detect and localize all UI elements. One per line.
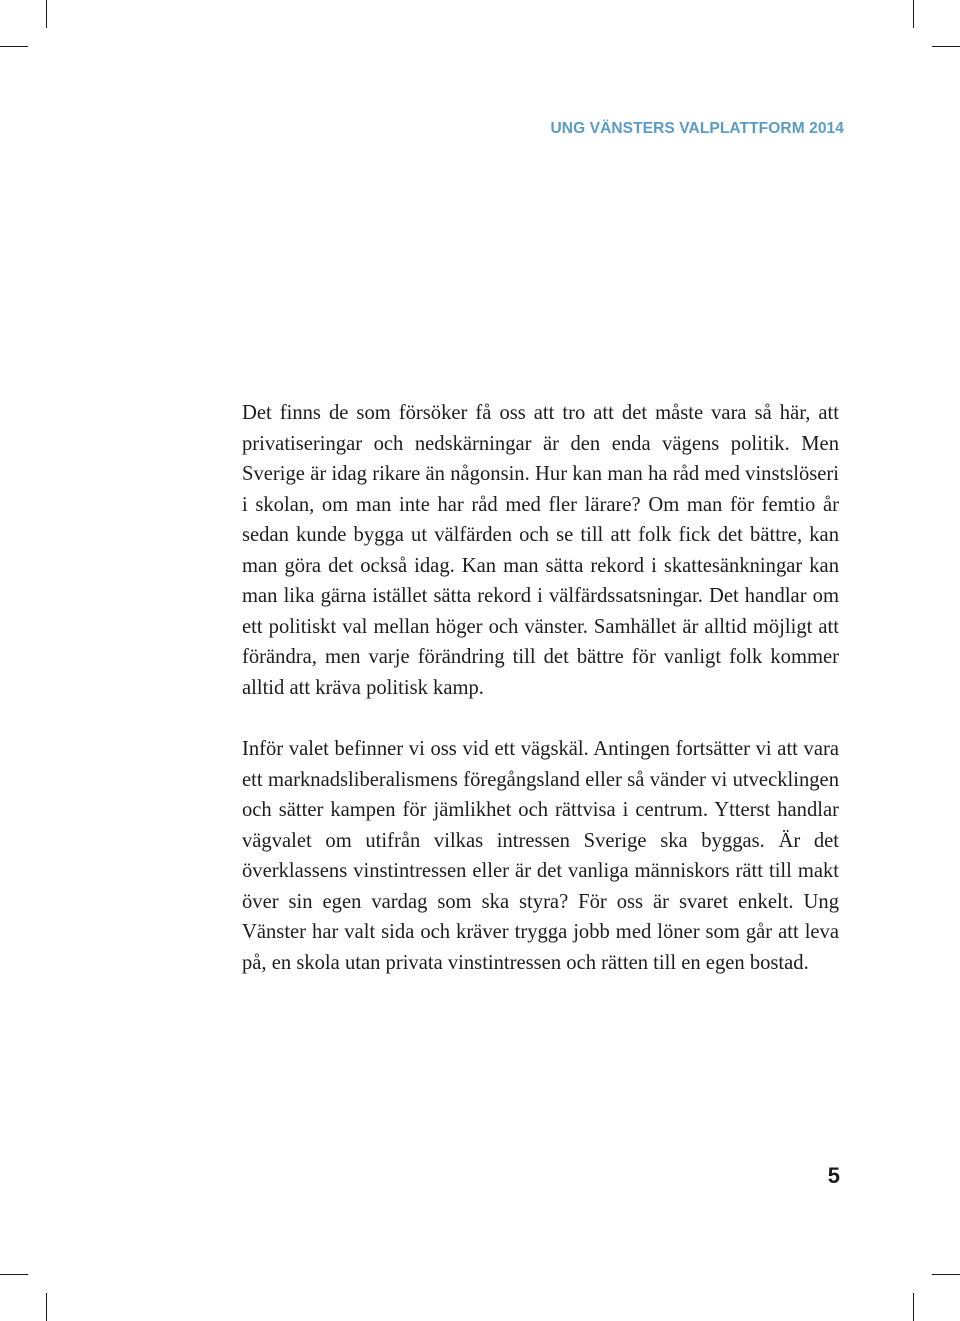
body-text: [242, 398, 839, 978]
crop-mark-bottom-right-vertical: [913, 1293, 914, 1321]
paragraph: Inför valet befinner vi oss vid ett vägskäl. Antingen fortsätter vi att vara ett marknadsliberalismens föregångsland eller så vänder vi utvecklingen och sätter kampen för jämlikhet och rättvisa i centrum. Ytterst handlar vägvalet om utifrån vilkas intressen Sverige ska byggas. Är det överklassens vinstintressen eller är det vanliga människors rätt till makt över sin egen vardag som ska styra? För oss är svaret enkelt. Ung Vänster har valt sida och kräver trygga jobb med löner som går att leva på, en skola utan privata vinstintressen och rätten till en egen bostad.: [242, 738, 839, 974]
crop-mark-bottom-left-vertical: [46, 1293, 47, 1321]
crop-mark-top-right-vertical: [913, 0, 914, 28]
running-header: UNG VÄNSTERS VALPLATTFORM 2014: [550, 120, 844, 137]
crop-mark-bottom-right-horizontal: [932, 1274, 960, 1275]
crop-mark-top-right-horizontal: [932, 46, 960, 47]
crop-mark-top-left-horizontal: [0, 46, 28, 47]
page-number: 5: [827, 1163, 840, 1188]
crop-mark-bottom-left-horizontal: [0, 1274, 28, 1275]
crop-mark-top-left-vertical: [46, 0, 47, 28]
paragraph: Det finns de som försöker få oss att tro att det måste vara så här, att privatiseringar och nedskärningar är den enda vägens politik. Men Sverige är idag rikare än någonsin. Hur kan man ha råd med vinstslöseri i skolan, om man inte har råd med fler lärare? Om man för femtio år sedan kunde bygga ut välfärden och se till att folk fick det bättre, kan man göra det också idag. Kan man sätta rekord i skattesänkningar kan man lika gärna istället sätta rekord i välfärdssatsningar. Det handlar om ett politiskt val mellan höger och vänster. Samhället är alltid möjligt att förändra, men varje förändring till det bättre för vanligt folk kommer alltid att kräva politisk kamp.: [242, 402, 839, 699]
